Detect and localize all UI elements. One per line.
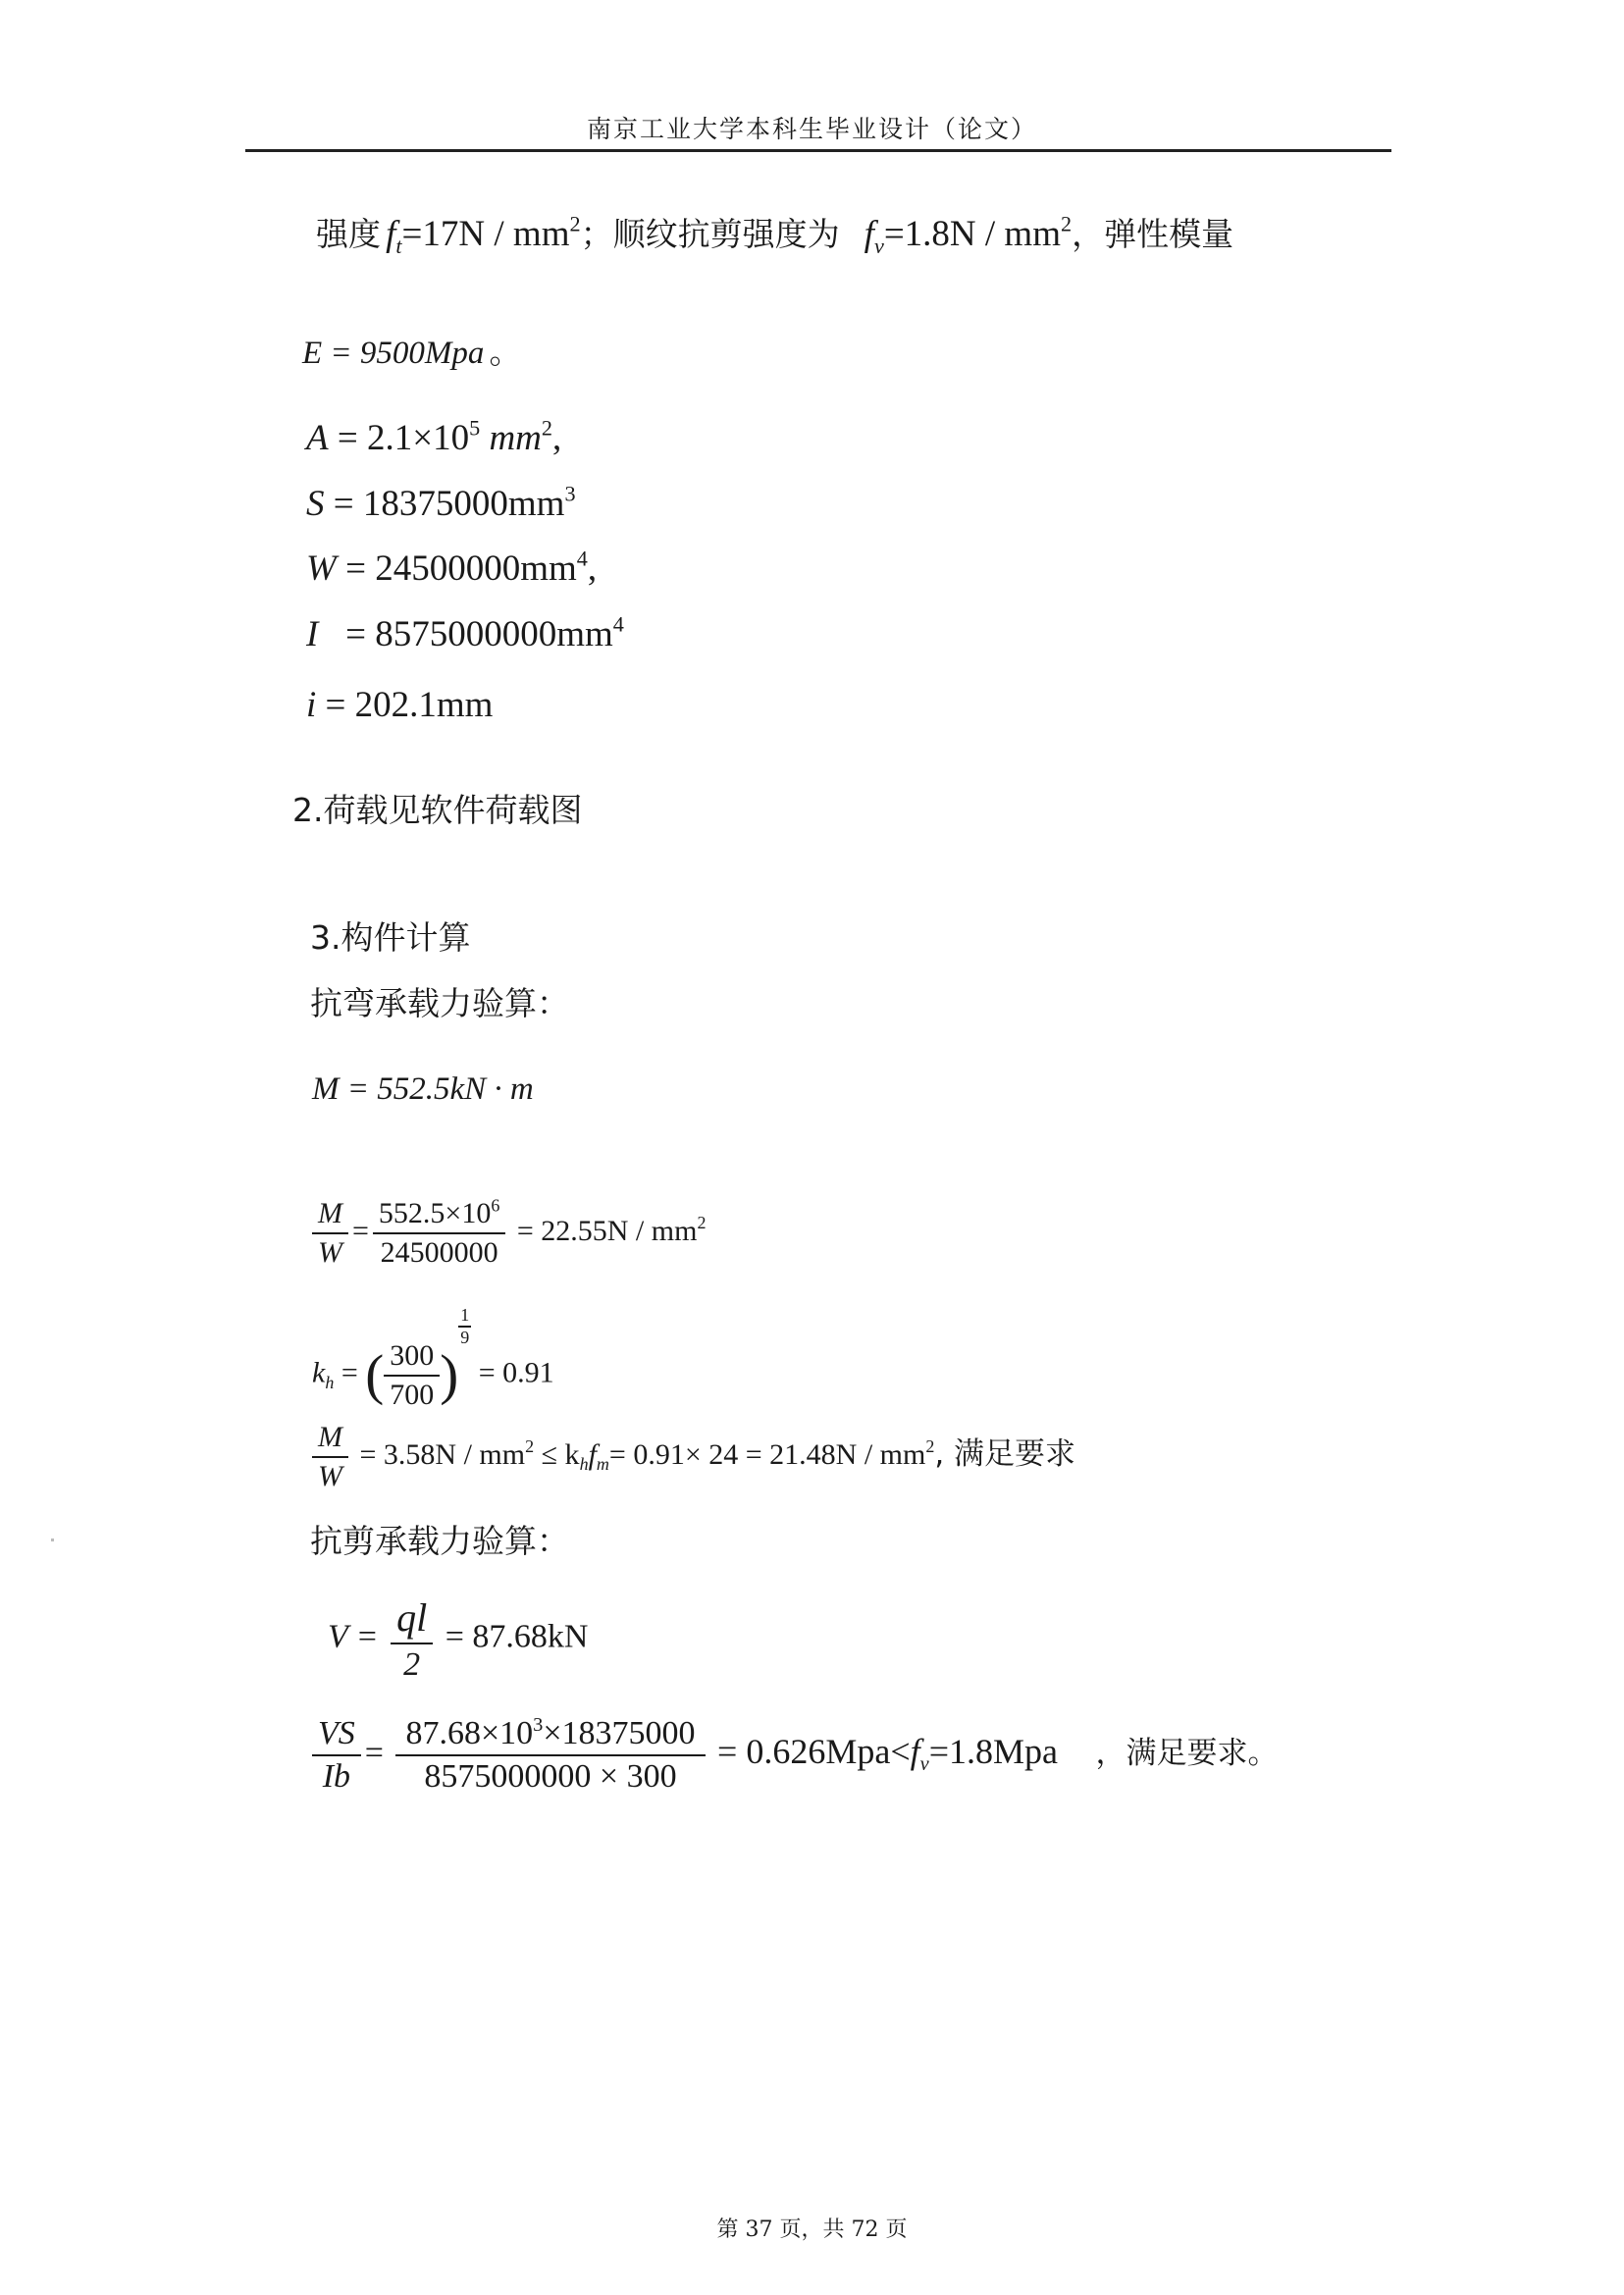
area-equation: $A = 2.1\times 10^5$ $mm^2$, bbox=[306, 415, 562, 458]
bending-stress-equation: $\frac{M}{W}$ = $\frac{552.5\times 10^6}{24500000}$ = $22.55N / mm^2$ bbox=[312, 1197, 706, 1270]
shear-stress-equation: $\frac{VS}{Ib}$ = $\frac{87.68\times 10^3\times 18375000}{8575000000 \times 300}$ = $0.626Mpa<f_v=1.8Mpa$ ，满足要求。 bbox=[312, 1715, 1279, 1796]
section-2-heading: 2.荷载见软件荷载图 bbox=[292, 791, 583, 829]
ft-symbol: $f_t$ bbox=[386, 214, 402, 258]
modulus-equation: E = 9500Mpa bbox=[302, 336, 485, 371]
size-factor-equation: $k_h$ = ( $\frac{300}{700}$ ) $\frac{1}{9}$ = 0.91 bbox=[312, 1305, 554, 1411]
inertia-equation: I = $8575000000mm^4$ bbox=[306, 611, 624, 654]
shear-strength-label: ；顺纹抗剪强度为 bbox=[580, 215, 840, 253]
scan-artifact bbox=[51, 1539, 54, 1541]
fv-value: $=1.8N / mm^2$ bbox=[883, 211, 1073, 254]
strength-line bbox=[316, 209, 1234, 258]
modulus-period: 。 bbox=[489, 333, 522, 371]
elastic-modulus-label: ，弹性模量 bbox=[1072, 215, 1234, 253]
fv-symbol: $f_v$ bbox=[864, 214, 884, 258]
page-header-title: 南京工业大学本科生毕业设计（论文） bbox=[586, 115, 1037, 143]
radius-gyration-equation: i = 202.1mm bbox=[306, 685, 494, 725]
page-number-footer: 第 37 页，共 72 页 bbox=[716, 2217, 908, 2242]
bending-check-equation: $\frac{M}{W}$ = $3.58N / mm^2 \le k_hf_m= 0.91\times 24 = 21.48N / mm^2$, 满足要求 bbox=[312, 1421, 1075, 1493]
strength-lead: 强度 bbox=[316, 215, 381, 253]
bending-check-title: 抗弯承载力验算： bbox=[310, 984, 569, 1022]
shear-check-title: 抗剪承载力验算： bbox=[310, 1522, 569, 1560]
static-moment-equation: $S = 18375000mm^3$ bbox=[306, 481, 576, 524]
moment-equation: M = 552.5kN · m bbox=[312, 1071, 534, 1107]
header-divider bbox=[245, 149, 1391, 152]
ft-value: $=17N / mm^2$ bbox=[401, 211, 581, 254]
shear-force-equation: V = $\frac{ql}{2}$ = 87.68kN bbox=[328, 1595, 589, 1683]
section-modulus-equation: $W = 24500000mm^4$, bbox=[306, 546, 598, 589]
modulus-line bbox=[302, 327, 522, 373]
section-3-heading: 3.构件计算 bbox=[310, 918, 471, 957]
